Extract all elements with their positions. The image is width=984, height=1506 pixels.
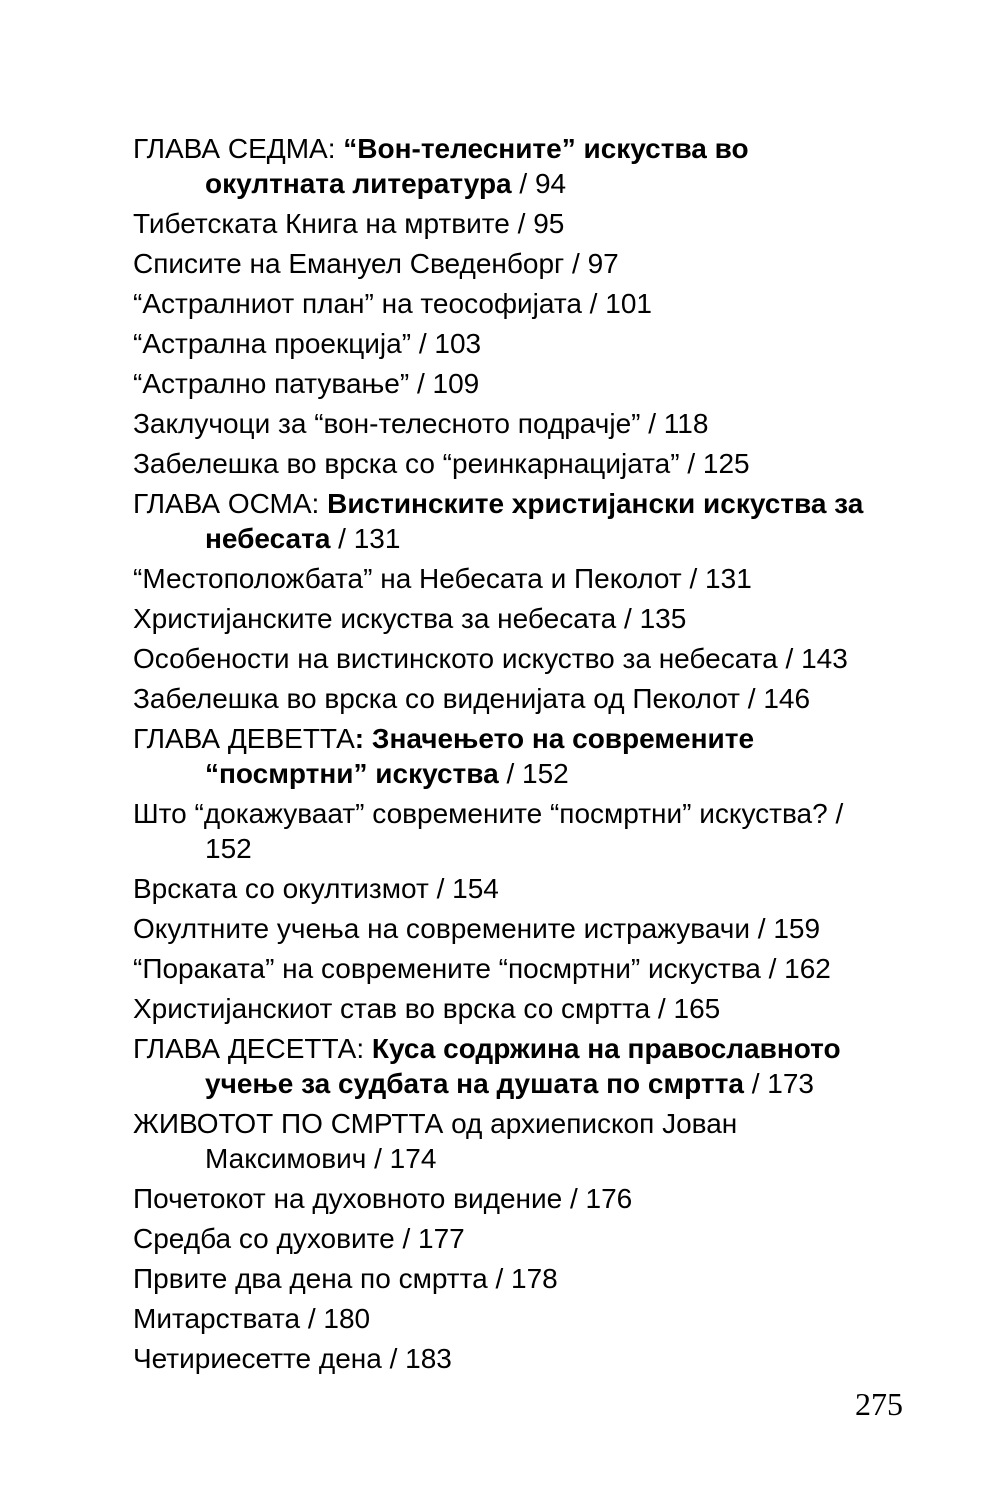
toc-entry-text: Забелешка во врска со виденијата од Пеколот / 146 [133, 683, 811, 714]
toc-section-entry [133, 286, 870, 321]
toc-section-entry [133, 641, 870, 676]
toc-entry-text: Христијанскиот став во врска со смртта / 165 [133, 993, 721, 1024]
toc-entry-text: Врската со окултизмот / 154 [133, 873, 499, 904]
toc-section-entry [133, 796, 870, 866]
toc-section-entry [133, 206, 870, 241]
toc-entry-text: ГЛАВА ОСМА: [133, 488, 328, 519]
toc-entry-text: Христијанските искуства за небесата / 135 [133, 603, 687, 634]
toc-section-entry [133, 561, 870, 596]
toc-section-entry [133, 446, 870, 481]
toc-chapter-entry [133, 131, 870, 201]
toc-entry-title-bold: Куса содржина на православното учење за судбата на душата по смртта [205, 1033, 841, 1099]
toc-section-entry [133, 871, 870, 906]
toc-entry-text: Списите на Емануел Сведенборг / 97 [133, 248, 619, 279]
toc-section-entry [133, 326, 870, 361]
toc-entry-text: ГЛАВА ДЕСЕТТА: [133, 1033, 372, 1064]
toc-entry-text: / 152 [498, 758, 569, 789]
toc-section-entry [133, 951, 870, 986]
toc-section-entry [133, 1221, 870, 1256]
toc-entry-text: ГЛАВА СЕДМА: [133, 133, 344, 164]
toc-entry-text: “Астрално патување” / 109 [133, 368, 480, 399]
toc-entry-text: “Пораката” на современите “посмртни” искуства / 162 [133, 953, 831, 984]
toc-section-entry [133, 366, 870, 401]
toc-section-entry [133, 1181, 870, 1216]
toc-entry-text: Средба со духовите / 177 [133, 1223, 465, 1254]
page-number: 275 [855, 1386, 903, 1422]
toc-entry-text: Првите два дена по смртта / 178 [133, 1263, 558, 1294]
toc-section-entry [133, 991, 870, 1026]
toc-entry-text: ГЛАВА ДЕВЕТТА [133, 723, 355, 754]
toc-entry-text: / 173 [743, 1068, 814, 1099]
toc-section-entry [133, 601, 870, 636]
toc-section-entry [133, 681, 870, 716]
toc-entry-text: Четириесетте дена / 183 [133, 1343, 452, 1374]
toc-entry-text: Тибетската Книга на мртвите / 95 [133, 208, 565, 239]
toc-chapter-entry [133, 1031, 870, 1101]
toc-section-entry [133, 1301, 870, 1336]
toc-section-entry [133, 1341, 870, 1376]
toc-entry-text: “Местоположбата” на Небесата и Пеколот / 131 [133, 563, 752, 594]
toc-entry-text: Што “докажуваат” современите “посмртни” искуства? / 152 [133, 798, 844, 864]
table-of-contents [133, 131, 870, 1381]
toc-entry-text: / 131 [330, 523, 401, 554]
toc-entry-text: Заклучоци за “вон-телесното подрачје” / 118 [133, 408, 709, 439]
toc-chapter-entry [133, 721, 870, 791]
toc-section-entry [133, 1261, 870, 1296]
toc-section-entry [133, 911, 870, 946]
toc-entry-text: / 94 [511, 168, 567, 199]
toc-entry-text: Почетокот на духовното видение / 176 [133, 1183, 633, 1214]
toc-chapter-entry [133, 486, 870, 556]
toc-entry-text: Особености на вистинското искуство за небесата / 143 [133, 643, 848, 674]
toc-entry-title-bold: Вистинските христијански искуства за небесата [205, 488, 864, 554]
toc-entry-text: Забелешка во врска со “реинкарнацијата” / 125 [133, 448, 750, 479]
toc-section-entry [133, 1106, 870, 1176]
toc-entry-title-bold: : Значењето на современите “посмртни” искуства [205, 723, 755, 789]
toc-entry-text: “Астрална проекција” / 103 [133, 328, 482, 359]
toc-section-entry [133, 406, 870, 441]
toc-entry-text: Митарствата / 180 [133, 1303, 371, 1334]
toc-entry-text: “Астралниот план” на теософијата / 101 [133, 288, 652, 319]
toc-entry-text: Окултните учења на современите истражувачи / 159 [133, 913, 821, 944]
toc-section-entry [133, 246, 870, 281]
toc-entry-text: ЖИВОТОТ ПО СМРТТА од архиепископ Јован Максимович / 174 [133, 1108, 738, 1174]
toc-entry-title-bold: “Вон-телесните” искуства во окултната литература [205, 133, 749, 199]
